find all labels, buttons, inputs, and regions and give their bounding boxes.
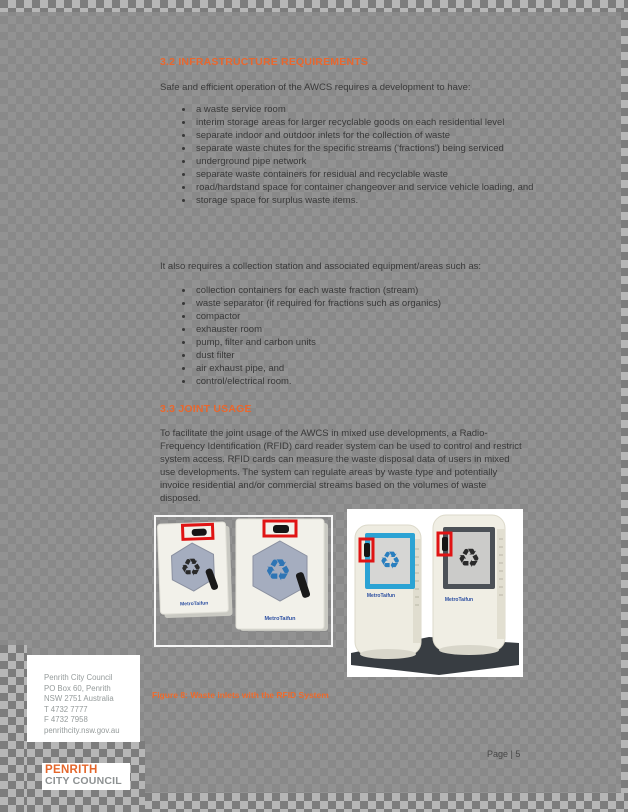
list-item: • separate waste containers for residual and recyclable waste — [194, 168, 534, 181]
transparency-checker-top — [0, 0, 628, 12]
list-item: • a waste service room — [194, 103, 534, 116]
waste-inlet-panel-2 — [236, 519, 324, 629]
list-item: • air exhaust pipe, and — [194, 362, 534, 375]
intro-paragraph-1: Safe and efficient operation of the AWCS requires a development to have: — [160, 82, 471, 93]
intro-paragraph-2: It also requires a collection station and associated equipment/areas such as: — [160, 261, 482, 272]
joint-usage-paragraph: To facilitate the joint usage of the AWCS in mixed use developments, a Radio-Frequency Identification (RFID) card reader system can be used to control and restrict system access. RFID cards can measure the waste disposal data of users in mixed use developments. The system can regulate areas by waste type and potentially invoice residential and/or commercial streams based on the volumes of waste disposed. — [160, 428, 522, 504]
kiosk-tower-2 — [433, 515, 505, 655]
list-item: • collection containers for each waste fraction (stream) — [194, 284, 534, 297]
brand-label: MetroTaifun — [180, 600, 209, 608]
tower-base — [360, 649, 416, 659]
list-item: • exhauster room — [194, 323, 534, 336]
list-item: • waste separator (if required for fractions such as organics) — [194, 297, 534, 310]
tower-side-shade — [497, 529, 505, 639]
logo-text-penrith: PENRITH — [45, 764, 98, 776]
address-line: Penrith City Council — [44, 673, 113, 682]
list-item: • control/electrical room. — [194, 375, 534, 388]
logo-text-city-council: CITY COUNCIL — [45, 775, 122, 787]
recycle-icon: ♻ — [264, 554, 292, 588]
recycle-icon: ♻ — [379, 547, 401, 575]
figure-caption: Figure 8: Waste inlets with the RFID System — [152, 690, 329, 700]
tower-base — [439, 645, 499, 655]
address-line: PO Box 60, Penrith — [44, 683, 111, 693]
kiosk-inlets-illustration — [347, 509, 523, 677]
section-heading-infrastructure: 3.2 INFRASTRUCTURE REQUIREMENTS — [160, 56, 369, 68]
list-item: • separate indoor and outdoor inlets for the collection of waste — [194, 129, 534, 142]
rfid-sensor — [192, 529, 207, 537]
list-item: • storage space for surplus waste items. — [194, 194, 534, 207]
list-item: • separate waste chutes for the specific streams ('fractions') being serviced — [194, 142, 534, 155]
rfid-sensor — [364, 543, 370, 557]
list-item: • dust filter — [194, 349, 534, 362]
list-item: • interim storage areas for larger recyclable goods on each residential level — [194, 116, 534, 129]
rfid-sensor — [442, 537, 448, 551]
address-line: T 4732 7777 — [44, 704, 88, 714]
brand-label: MetroTaifun — [264, 616, 296, 622]
infrastructure-bullet-list — [178, 103, 534, 207]
list-item: • underground pipe network — [194, 155, 534, 168]
council-address-box — [27, 655, 140, 742]
list-item: • road/hardstand space for container changeover and service vehicle loading, and — [194, 181, 534, 194]
section-heading-joint-usage: 3.3 JOINT USAGE — [160, 403, 252, 415]
recycle-icon: ♻ — [179, 554, 203, 582]
address-line: F 4732 7958 — [44, 715, 88, 725]
transparency-checker-bottom-left — [0, 645, 27, 812]
transparency-checker-right — [621, 12, 628, 793]
wall-inlets-illustration — [156, 517, 331, 645]
recycle-icon: ♻ — [457, 543, 481, 573]
rfid-sensor — [273, 525, 289, 533]
brand-label: MetroTaifun — [444, 597, 474, 603]
figure-image-kiosk-inlets — [347, 509, 523, 677]
list-item: • pump, filter and carbon units — [194, 336, 534, 349]
collection-station-bullet-list — [178, 284, 534, 388]
list-item: • compactor — [194, 310, 534, 323]
page-number: Page | 5 — [487, 749, 521, 759]
brand-label: MetroTaifun — [366, 593, 396, 599]
kiosk-tower-1 — [355, 525, 421, 659]
council-logo — [42, 763, 130, 790]
address-line: penrithcity.nsw.gov.au — [44, 725, 120, 735]
address-line: NSW 2751 Australia — [44, 694, 114, 704]
figure-image-wall-inlets — [154, 515, 333, 647]
waste-inlet-panel-1 — [157, 522, 228, 614]
